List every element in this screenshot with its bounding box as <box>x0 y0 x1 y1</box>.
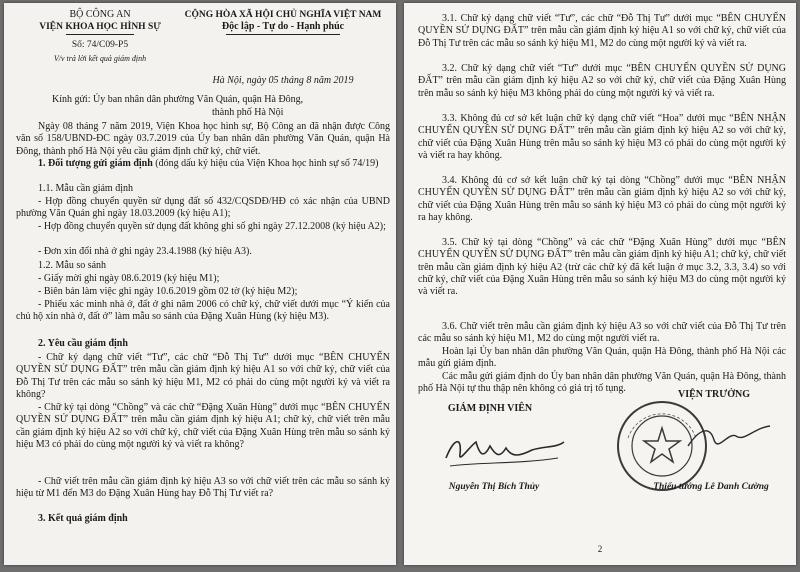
sample-a1: - Hợp đồng chuyển quyền sử dụng đất số 432/CQSDĐ/HĐ có xác nhận của UBND phường Văn Quán ghi ngày 18.03.2009 (ký hiệu A1); <box>16 196 390 220</box>
closing-samples-note: Các mẫu gửi giám định do Ủy ban nhân dân phường Văn Quán, quận Hà Đông, thành phố Hà Nội tự thu thập nên không có giá trị tố tụng. <box>418 371 786 395</box>
director-title: VIỆN TRƯỞNG <box>678 389 750 400</box>
sample-a2: - Hợp đồng chuyển quyền sử dụng đất không ghi số ghi ngày 27.12.2008 (ký hiệu A2); <box>38 221 386 232</box>
header-underline-right <box>226 34 340 35</box>
sample-m1: - Giấy mời ghi ngày 08.6.2019 (ký hiệu M1); <box>38 273 220 284</box>
section-1-heading-note: (đóng dấu ký hiệu của Viện Khoa học hình sự số 74/19) <box>152 158 379 169</box>
section-3-heading: 3. Kết quả giám định <box>38 513 128 524</box>
sample-a3: - Đơn xin đổi nhà ở ghi ngày 23.4.1988 (ký hiệu A3). <box>38 246 252 257</box>
examiner-title: GIÁM ĐỊNH VIÊN <box>447 403 533 414</box>
examiner-name: Nguyễn Thị Bích Thủy <box>448 482 540 492</box>
result-3-3: 3.3. Không đủ cơ sở kết luận chữ ký dạng chữ viết “Hoa” dưới mục “BÊN NHẬN CHUYỂN QUYỀN SỬ DỤNG ĐẤT” trên mẫu cần giám định ký hiệu A2 so với chữ ký, chữ viết của Đặng Xuân Hùng trên mẫu so sánh ký hiệu M3 có phải do cùng một người ký và viết ra hay không. <box>418 113 786 161</box>
section-2-heading: 2. Yêu cầu giám định <box>38 338 128 349</box>
sample-m3: - Phiếu xác minh nhà ở, đất ở ghi năm 2006 có chữ ký, chữ viết dưới mục “Ý kiến của chủ hộ xin nhà ở, đất ở” làm mẫu so sánh của Đặng Xuân Hùng (ký hiệu M3). <box>16 299 390 323</box>
greeting-line-1: Kính gửi: Ủy ban nhân dân phường Văn Quán, quận Hà Đông, <box>52 94 304 105</box>
document-subject: V/v trả lời kết quả giám định <box>53 54 147 63</box>
sample-m2: - Biên bản làm việc ghi ngày 10.6.2019 gồm 02 tờ (ký hiệu M2); <box>38 286 298 297</box>
document-number: Số: 74/C09-P5 <box>71 40 129 50</box>
intro-paragraph: Ngày 08 tháng 7 năm 2019, Viện Khoa học hình sự, Bộ Công an đã nhận được Công văn số 158/UBND-ĐC ngày 03.7.2019 của Ủy ban nhân dân phường Văn Quán, quận Hà Đông, thành phố Hà Nội yêu cầu giám định chữ ký, chữ viết. <box>16 121 390 157</box>
result-3-1: 3.1. Chữ ký dạng chữ viết “Tư”, các chữ “Đỗ Thị Tư” dưới mục “BÊN CHUYỂN QUYỀN SỬ DỤNG ĐẤT” trên mẫu cần giám định ký hiệu A1 so với chữ ký, chữ viết của Đỗ Thị Tư trên các mẫu so sánh ký hiệu M1, M2 do cùng một người ký và viết ra. <box>418 13 786 49</box>
document-date: Hà Nội, ngày 05 tháng 8 năm 2019 <box>212 75 354 86</box>
section-1-1-heading: 1.1. Mẫu cần giám định <box>38 183 133 194</box>
result-3-6: 3.6. Chữ viết trên mẫu cần giám định ký hiệu A3 so với chữ viết của Đỗ Thị Tư trên các mẫu so sánh ký hiệu M1, M2 do cùng một người viết ra. <box>418 321 786 345</box>
section-1-heading: 1. Đối tượng gửi giám định <box>38 158 153 169</box>
page-number: 2 <box>597 544 603 554</box>
request-1: - Chữ ký dạng chữ viết “Tư”, các chữ “Đỗ Thị Tư” dưới mục “BÊN CHUYỂN QUYỀN SỬ DỤNG ĐẤT” trên mẫu cần giám định ký hiệu A1 so với chữ ký, chữ viết của Đỗ Thị Tư trên các mẫu so sánh ký hiệu M1, M2 có phải do cùng một người ký và viết ra không? <box>16 352 390 400</box>
document-page-2 <box>404 3 796 565</box>
greeting-line-2: thành phố Hà Nội <box>212 107 284 118</box>
result-3-5: 3.5. Chữ ký tại dòng “Chồng” và các chữ “Đặng Xuân Hùng” dưới mục “BÊN CHUYỂN QUYỀN SỬ DỤNG ĐẤT” trên mẫu cần giám định ký hiệu A1; chữ ký, chữ viết trên mẫu cần giám định ký hiệu A2 (trừ các chữ ký đã kết luận ở mục 3.2, 3.3, 3.4) so với chữ ký, chữ viết của Đặng Xuân Hùng trên mẫu so sánh ký hiệu M3 do cùng một người ký và viết ra. <box>418 237 786 298</box>
country-name: CỘNG HÒA XÃ HỘI CHỦ NGHĨA VIỆT NAM <box>184 10 382 20</box>
request-2: - Chữ ký tại dòng “Chồng” và các chữ “Đặng Xuân Hùng” dưới mục “BÊN CHUYỂN QUYỀN SỬ DỤNG ĐẤT” trên mẫu cần giám định ký hiệu A1; chữ ký, chữ viết trên mẫu cần giám định ký hiệu A2 so với chữ ký, chữ viết của Đặng Xuân Hùng trên mẫu so sánh ký hiệu M3 có phải do cùng một người ký và viết ra không? <box>16 402 390 450</box>
agency-name: BỘ CÔNG AN <box>69 9 131 20</box>
national-motto: Độc lập - Tự do - Hạnh phúc <box>221 21 345 32</box>
section-1-2-heading: 1.2. Mẫu so sánh <box>38 260 107 271</box>
header-underline-left <box>66 34 134 35</box>
result-3-4: 3.4. Không đủ cơ sở kết luận chữ ký tại dòng “Chồng” dưới mục “BÊN NHẬN CHUYỂN QUYỀN SỬ DỤNG ĐẤT” trên mẫu cần giám định ký hiệu A2 so với chữ ký, chữ viết của Đặng Xuân Hùng trên mẫu so sánh ký hiệu M3 có phải do cùng một người ký ra hay không. <box>418 175 786 223</box>
section-1-paragraph <box>16 158 390 170</box>
director-signature <box>684 418 774 458</box>
director-name: Thiếu tướng Lê Danh Cường <box>653 482 769 492</box>
closing-return-samples: Hoàn lại Ủy ban nhân dân phường Văn Quán, quận Hà Đông, thành phố Hà Nội các mẫu gửi giám định. <box>418 346 786 370</box>
result-3-2: 3.2. Chữ ký dạng chữ viết “Tư” dưới mục “BÊN CHUYỂN QUYỀN SỬ DỤNG ĐẤT” trên mẫu cần giám định ký hiệu A2 so với chữ ký, chữ viết của Đặng Xuân Hùng trên mẫu so sánh ký hiệu M3 không phải do cùng một người ký và viết ra. <box>418 63 786 99</box>
examiner-signature <box>440 428 570 472</box>
institute-name: VIỆN KHOA HỌC HÌNH SỰ <box>39 22 161 32</box>
request-3: - Chữ viết trên mẫu cần giám định ký hiệu A3 so với chữ viết trên các mẫu so sánh ký hiệu từ M1 đến M3 do Đặng Xuân Hùng hay Đỗ Thị Tư viết ra? <box>16 476 390 500</box>
document-page-1 <box>4 3 396 565</box>
